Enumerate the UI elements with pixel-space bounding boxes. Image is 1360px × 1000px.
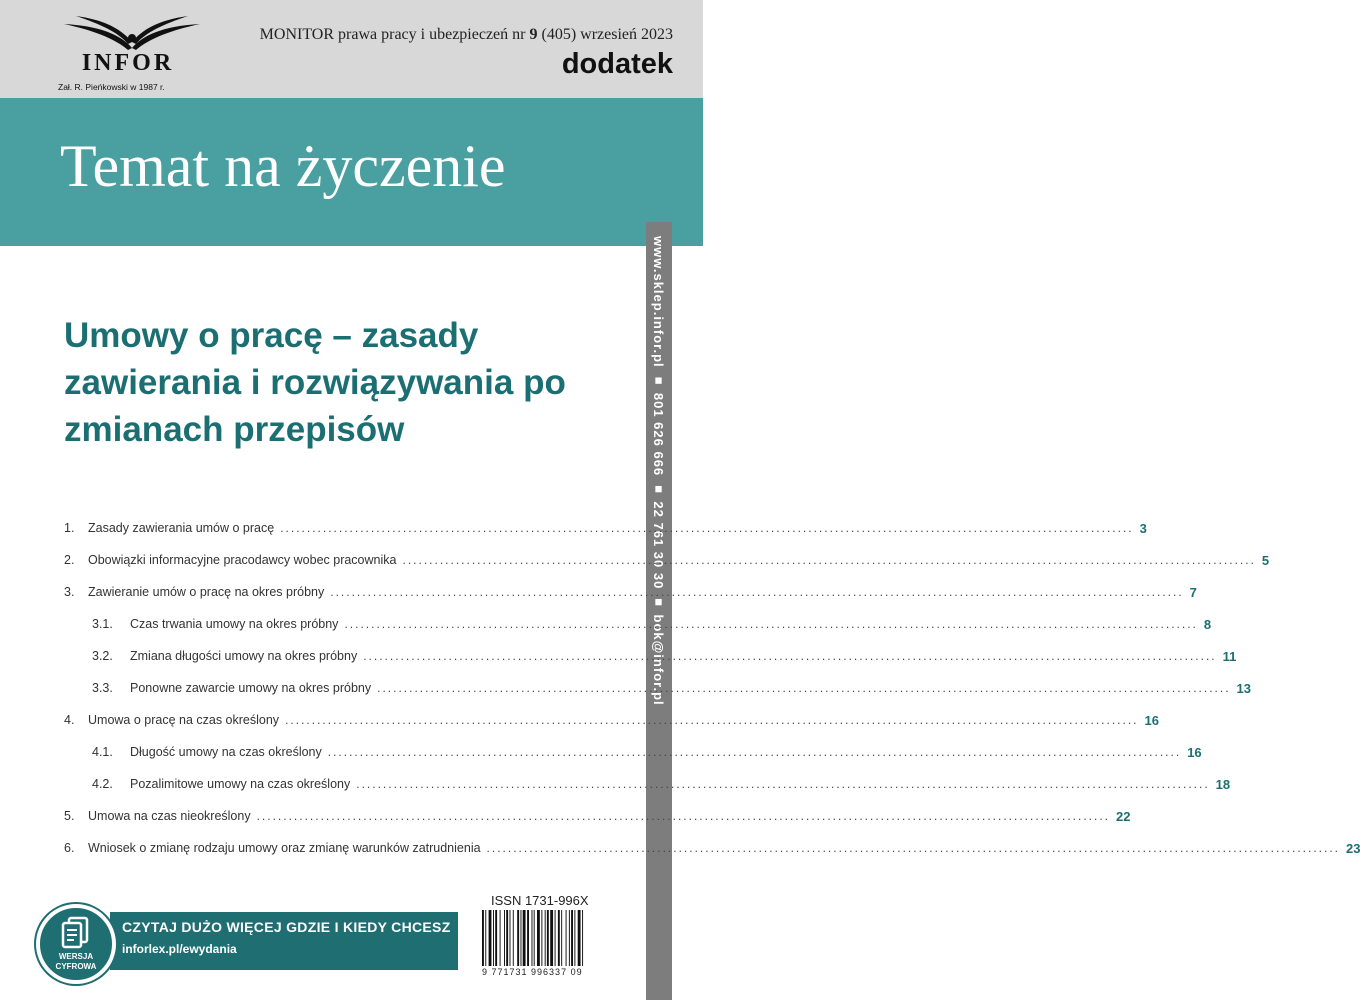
toc-page-number: 7	[1189, 584, 1197, 600]
badge-label: WERSJA CYFROWA	[55, 952, 97, 971]
toc-leader-dots: ................................................................................................................................................................	[344, 617, 1198, 631]
toc-label: Zmiana długości umowy na okres próbny	[130, 649, 358, 663]
toc-label: Wniosek o zmianę rodzaju umowy oraz zmianę warunków zatrudnienia	[88, 841, 481, 855]
barcode-bar	[550, 910, 553, 966]
toc-page-number: 8	[1203, 616, 1212, 632]
toc-page-number: 16	[1187, 744, 1202, 760]
promo-headline: CZYTAJ DUŻO WIĘCEJ GDZIE I KIEDY CHCESZ	[122, 919, 451, 935]
toc-row	[64, 736, 1202, 768]
toc-label: Długość umowy na czas określony	[130, 745, 322, 759]
barcode-bar	[541, 910, 542, 966]
barcode-bar	[517, 910, 519, 966]
toc-number: 6.	[64, 841, 75, 855]
toc-row	[64, 544, 1270, 576]
supplement-label: dodatek	[561, 48, 673, 80]
barcode-bar	[578, 910, 581, 966]
barcode	[480, 910, 630, 968]
barcode-bar	[493, 910, 494, 966]
toc-label: Zawieranie umów o pracę na okres próbny	[88, 585, 325, 599]
series-title: Temat na życzenie	[60, 133, 506, 199]
barcode-bar	[482, 910, 484, 966]
toc-page-number: 22	[1116, 808, 1131, 824]
barcode-bar	[532, 910, 533, 966]
barcode-bar	[527, 910, 529, 966]
toc-label: Umowa o pracę na czas określony	[88, 713, 280, 727]
table-of-contents	[64, 512, 1360, 864]
barcode-bar	[510, 910, 511, 966]
toc-leader-dots: ................................................................................................................................................................	[330, 585, 1184, 599]
issue-number: 9	[529, 26, 538, 43]
toc-page-number: 18	[1215, 776, 1231, 792]
issue-suffix: (405) wrzesień 2023	[537, 26, 673, 43]
barcode-bar	[571, 910, 573, 966]
barcode-bar	[495, 910, 497, 966]
barcode-bar	[566, 910, 567, 966]
toc-row	[64, 800, 1131, 832]
wings-icon	[62, 14, 202, 50]
barcode-bar	[485, 910, 486, 966]
toc-leader-dots: ................................................................................................................................................................	[256, 809, 1111, 823]
toc-number: 4.1.	[92, 745, 113, 759]
document-stack-icon	[59, 916, 93, 948]
page-title: Umowy o pracę – zasady zawierania i rozwiązywania po zmianach przepisów	[64, 316, 566, 449]
toc-row	[64, 704, 1159, 736]
toc-row	[64, 608, 1212, 640]
issue-line	[260, 26, 673, 44]
toc-label: Zasady zawierania umów o pracę	[88, 521, 275, 535]
barcode-bar	[547, 910, 549, 966]
toc-row	[64, 640, 1237, 672]
toc-page-number: 5	[1261, 552, 1270, 568]
toc-page-number: 23	[1345, 840, 1360, 856]
barcode-bar	[561, 910, 562, 966]
issue-prefix: MONITOR prawa pracy i ubezpieczeń nr	[259, 26, 530, 43]
logo-subtitle: Zał. R. Pieńkowski w 1987 r.	[58, 82, 165, 92]
toc-page-number: 11	[1222, 648, 1237, 664]
toc-number: 3.1.	[92, 617, 113, 631]
toc-row	[64, 672, 1252, 704]
logo-wordmark: INFOR	[81, 50, 175, 76]
toc-page-number: 3	[1139, 520, 1147, 536]
barcode-bar	[489, 910, 492, 966]
toc-leader-dots: ................................................................................................................................................................	[285, 713, 1139, 727]
barcode-bar	[574, 910, 575, 966]
toc-page-number: 13	[1236, 680, 1252, 696]
barcode-bar	[534, 910, 535, 966]
toc-number: 2.	[64, 553, 75, 567]
toc-number: 3.2.	[92, 649, 113, 663]
barcode-bar	[582, 910, 583, 966]
toc-page-number: 16	[1144, 712, 1159, 728]
contact-text: www.sklep.infor.pl ■ 801 626 666 ■ 22 761 30 30 ■ bok@infor.pl	[651, 236, 666, 706]
barcode-bar	[555, 910, 556, 966]
toc-row	[64, 768, 1231, 800]
toc-number: 3.	[64, 585, 75, 599]
toc-leader-dots: ................................................................................................................................................................	[377, 681, 1231, 695]
toc-label: Czas trwania umowy na okres próbny	[130, 617, 339, 631]
toc-row	[64, 512, 1147, 544]
toc-label: Obowiązki informacyjne pracodawcy wobec pracownika	[88, 553, 397, 567]
toc-leader-dots: ................................................................................................................................................................	[402, 553, 1256, 567]
toc-leader-dots: ................................................................................................................................................................	[486, 841, 1340, 855]
barcode-bar	[506, 910, 508, 966]
toc-number: 5.	[64, 809, 75, 823]
toc-leader-dots: ................................................................................................................................................................	[363, 649, 1217, 663]
toc-number: 4.2.	[92, 777, 113, 791]
issn-number: ISSN 1731-996X	[491, 893, 589, 908]
toc-row	[64, 832, 1360, 864]
toc-leader-dots: ................................................................................................................................................................	[356, 777, 1210, 791]
toc-label: Ponowne zawarcie umowy na okres próbny	[130, 681, 372, 695]
infor-logo	[58, 14, 208, 94]
toc-row	[64, 576, 1197, 608]
barcode-bar	[523, 910, 526, 966]
barcode-digits: 9 771731 996337 09	[482, 967, 583, 977]
barcode-bar	[545, 910, 546, 966]
toc-number: 1.	[64, 521, 75, 535]
toc-number: 4.	[64, 713, 75, 727]
toc-label: Umowa na czas nieokreślony	[88, 809, 251, 823]
barcode-bar	[521, 910, 522, 966]
toc-number: 3.3.	[92, 681, 113, 695]
promo-link[interactable]: inforlex.pl/ewydania	[122, 942, 237, 956]
barcode-bar	[537, 910, 540, 966]
barcode-bar	[500, 910, 501, 966]
toc-leader-dots: ................................................................................................................................................................	[280, 521, 1134, 535]
digital-version-badge[interactable]	[36, 904, 116, 984]
barcode-bar	[569, 910, 570, 966]
barcode-bar	[558, 910, 560, 966]
toc-label: Pozalimitowe umowy na czas określony	[130, 777, 351, 791]
barcode-bar	[504, 910, 505, 966]
toc-leader-dots: ................................................................................................................................................................	[327, 745, 1182, 759]
barcode-bar	[513, 910, 514, 966]
